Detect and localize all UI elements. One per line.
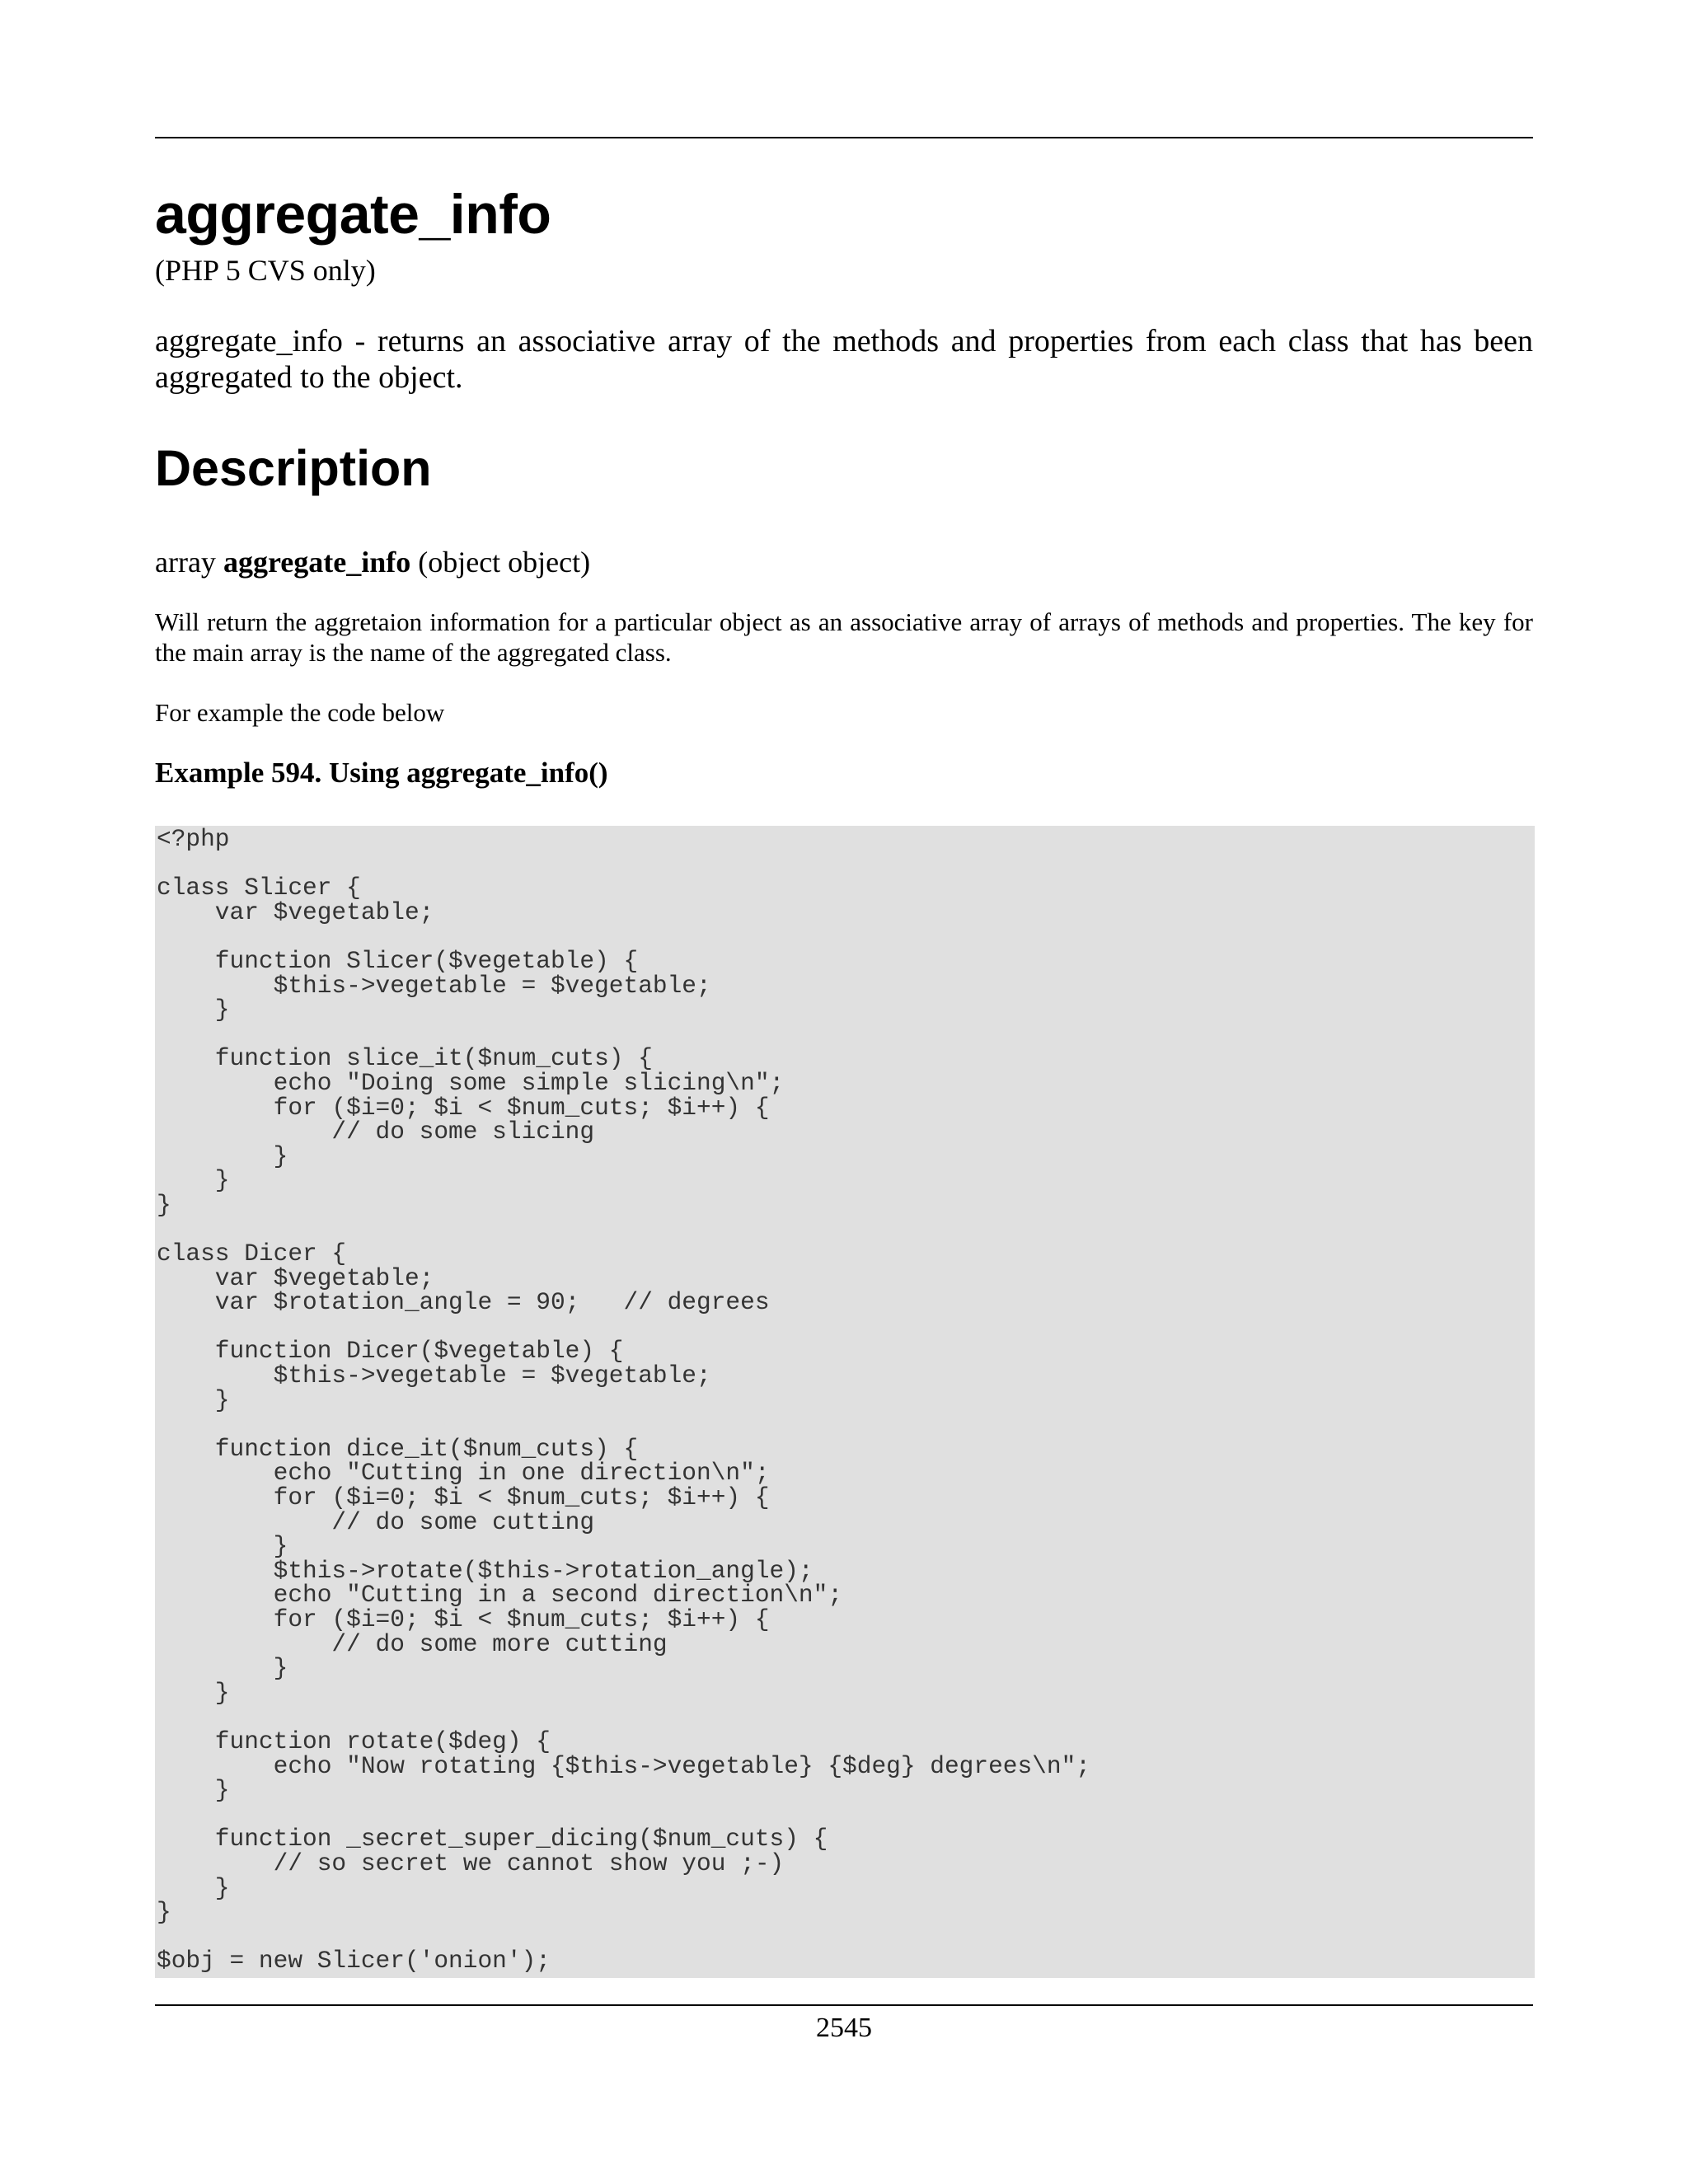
function-synopsis	[155, 547, 590, 577]
code-listing: <?php class Slicer { var $vegetable; function Slicer($vegetable) { $this->vegetable = $vegetable; } function slice_it($num_cuts) { echo "Doing some simple slicing\n"; for ($i=0; $i < $num_cuts; $i++) { // do some slicing } } } class Dicer { var $vegetable; var $rotation_angle = 90; // degrees function Dicer($vegetable) { $this->vegetable = $vegetable; } function dice_it($num_cuts) { echo "Cutting in one direction\n"; for ($i=0; $i < $num_cuts; $i++) { // do some cutting } $this->rotate($this->rotation_angle); echo "Cutting in a second direction\n"; for ($i=0; $i < $num_cuts; $i++) { // do some more cutting } } function rotate($deg) { echo "Now rotating {$this->vegetable} {$deg} degrees\n"; } function _secret_super_dicing($num_cuts) { // so secret we cannot show you ;-) } } $obj = new Slicer('onion');	[157, 826, 1090, 1975]
synopsis-params: (object object)	[418, 546, 591, 579]
description-paragraph: Will return the aggretaion information for a particular object as an associative array of arrays of methods and properties. The key for the main array is the name of the aggregated class.	[155, 607, 1533, 667]
footer-rule	[155, 2004, 1533, 2006]
document-page	[155, 0, 1533, 2184]
version-info: (PHP 5 CVS only)	[155, 254, 376, 287]
code-example-block	[155, 826, 1535, 1978]
function-title: aggregate_info	[155, 183, 551, 246]
synopsis-function-name: aggregate_info	[223, 546, 411, 579]
page-number: 2545	[816, 2013, 872, 2043]
description-paragraph: For example the code below	[155, 698, 445, 727]
function-purpose: aggregate_info - returns an associative array of the methods and properties from each class that has been aggregated to the object.	[155, 324, 1533, 395]
description-heading: Description	[155, 440, 432, 496]
return-type: array	[155, 546, 216, 579]
example-title: Example 594. Using aggregate_info()	[155, 757, 608, 789]
header-rule	[155, 137, 1533, 138]
